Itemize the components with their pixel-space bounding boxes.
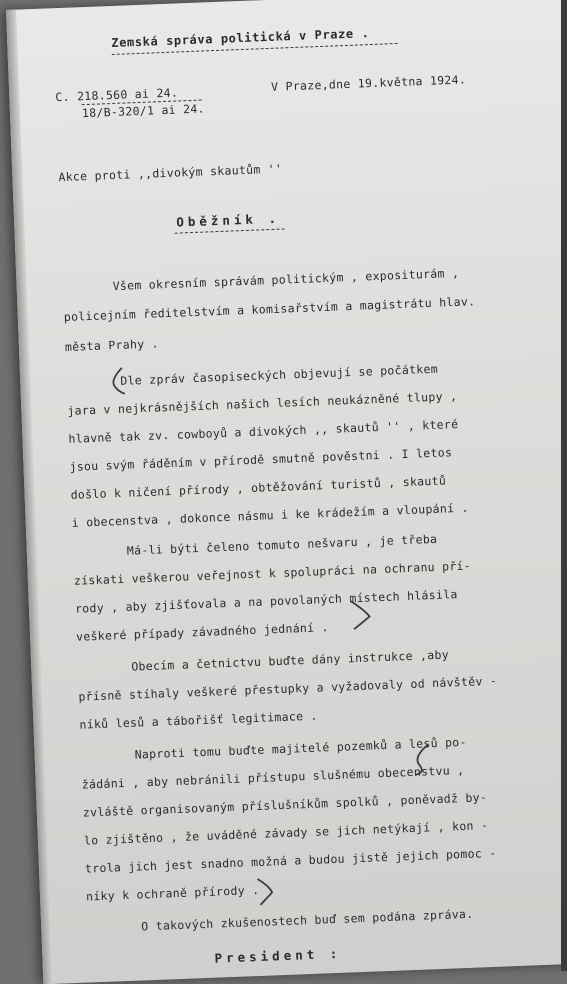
reference-number-1: C. 218.560 ai 24. — [55, 85, 179, 105]
body-line-2: policejním ředitelstvím a komisařstvím a magistrátu hlav. — [63, 294, 476, 325]
body-line-12: rody , aby zjišťovala a na povolaných místech hlásila — [74, 587, 458, 616]
body-line-3: města Prahy . — [64, 336, 160, 354]
page-fold-shadow — [6, 10, 53, 984]
pencil-closing-mark — [253, 876, 278, 907]
body-line-16: níků lesů a tábořišť legitimace . — [79, 708, 318, 732]
reference-number-2: 18/B-320/1 ai 24. — [81, 101, 206, 121]
body-line-9: i obecenstva , dokonce násmu i ke krádežím a vloupání . — [71, 500, 470, 530]
circular-title: Oběžník . — [175, 210, 281, 230]
body-line-22: níky k ochraně přírody . — [85, 882, 260, 904]
body-line-13: veškeré případy závadného jednání . — [75, 620, 330, 644]
body-line-7: jsou svým řáděním v přírodě smutně pověstni . I letos — [69, 445, 453, 474]
signature-line: President : — [214, 945, 342, 966]
body-line-5: jara v nejkrásnějších našich lesích neukázněné tlupy , — [67, 388, 458, 418]
body-line-15: přísně stíhaly veškeré přestupky a vyžadovaly od návštěv - — [78, 673, 498, 704]
document-page — [6, 0, 567, 984]
body-line-6: hlavně tak zv. cowboyů a divokých ,, skautů '' , které — [68, 416, 459, 446]
body-line-8: došlo k ničení přírody , obtěžování turistů , skautů — [70, 473, 447, 502]
edge-stripe — [561, 0, 567, 971]
body-line-14: Obecím a četnictvu buďte dány instrukce ,aby — [131, 647, 450, 674]
body-line-11: získati veškerou veřejnost k spolupráci na ochranu pří- — [73, 558, 472, 588]
body-line-19: zvláště organisovaným příslušníkům spolků , poněvadž by- — [82, 790, 488, 820]
body-line-4: Dle zpráv časopiseckých objevují se počátkem — [120, 361, 439, 388]
body-line-21: trola jich jest snadno možná a budou jistě jejich pomoc - — [84, 845, 497, 876]
body-line-20: lo zjištěno , že uváděné závady se jich netýkají , kon - — [83, 818, 489, 848]
body-line-1: Všem okresním správám politickým , expositurám , — [112, 265, 460, 294]
place-date: V Praze,dne 19.května 1924. — [270, 72, 467, 94]
pencil-bracket-mark — [106, 366, 127, 397]
body-line-17: Naproti tomu buďte majitelé pozemků a lesů po- — [134, 734, 467, 762]
pencil-insert-mark — [406, 742, 435, 777]
subject-line: Akce proti ,,divokým skautům '' — [58, 161, 283, 185]
pencil-caret-mark — [347, 596, 378, 631]
body-line-10: Má-li býti čeleno tomuto nešvaru , je třeba — [126, 531, 438, 558]
body-line-23: O takových zkušenostech buď sem podána zpráva. — [141, 906, 474, 934]
document-header: Zemská správa politická v Praze . — [111, 26, 370, 50]
body-line-18: žádáni , aby nebránili přístupu slušnému obecenstvu , — [81, 762, 465, 792]
title-underline — [175, 228, 285, 233]
